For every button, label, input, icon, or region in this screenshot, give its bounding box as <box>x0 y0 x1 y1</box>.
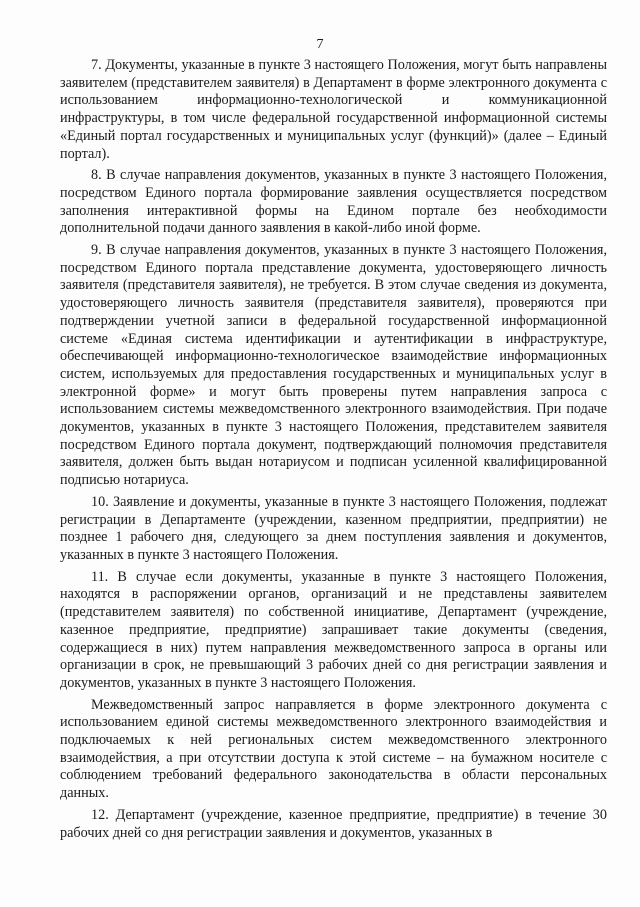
paragraph-10: 10. Заявление и документы, указанные в пункте 3 настоящего Положения, подлежат регистрации в Департаменте (учреждении, казенном предприятии, предприятии) не позднее 1 рабочего дня, следующего за днем поступления заявления и документов, указанных в пункте 3 настоящего Положения. <box>60 493 607 563</box>
paragraph-12: 12. Департамент (учреждение, казенное предприятие, предприятие) в течение 30 рабочих дней со дня регистрации заявления и документов, указанных в <box>60 806 607 841</box>
paragraph-9: 9. В случае направления документов, указанных в пункте 3 настоящего Положения, посредством Единого портала представление документа, удостоверяющего личность заявителя (представителя заявителя), не требуется. В этом случае сведения из документа, удостоверяющего личность заявителя (представителя заявителя), проверяются при подтверждении учетной записи в федеральной государственной информационной системе «Единая система идентификации и аутентификации в инфраструктуре, обеспечивающей информационно-технологическое взаимодействие информационных систем, используемых для предоставления государственных и муниципальных услуг в электронной форме» и могут быть проверены путем направления запроса с использованием системы межведомственного электронного взаимодействия. При подаче документов, указанных в пункте 3 настоящего Положения, представителем заявителя посредством Единого портала документ, подтверждающий полномочия представителя заявителя, должен быть выдан нотариусом и подписан усиленной квалифицированной подписью нотариуса. <box>60 242 607 489</box>
paragraph-8: 8. В случае направления документов, указанных в пункте 3 настоящего Положения, посредством Единого портала формирование заявления осуществляется посредством заполнения интерактивной формы на Едином портале без необходимости дополнительной подачи данного заявления в какой-либо иной форме. <box>60 167 607 237</box>
paragraph-7: 7. Документы, указанные в пункте 3 настоящего Положения, могут быть направлены заявителем (представителем заявителя) в Департамент в форме электронного документа с использованием информационно-технологической и коммуникационной инфраструктуры, в том числе федеральной государственной информационной системы «Единый портал государственных и муниципальных услуг (функций)» (далее – Единый портал). <box>60 57 607 162</box>
document-body <box>60 57 607 846</box>
page-number: 7 <box>316 37 324 52</box>
paragraph-interagency-request: Межведомственный запрос направляется в форме электронного документа с использованием единой системы межведомственного электронного взаимодействия и подключаемых к ней региональных систем межведомственного электронного взаимодействия, а при отсутствии доступа к этой системе – на бумажном носителе с соблюдением требований федерального законодательства в области персональных данных. <box>60 696 607 802</box>
paragraph-11: 11. В случае если документы, указанные в пункте 3 настоящего Положения, находятся в распоряжении органов, организаций и не представлены заявителем (представителем заявителя) по собственной инициативе, Департамент (учреждение, казенное предприятие, предприятие) запрашивает такие документы (сведения, содержащиеся в них) путем направления межведомственного запроса в органы или организации в срок, не превышающий 3 рабочих дней со дня регистрации заявления и документов, указанных в пункте 3 настоящего Положения. <box>60 568 607 691</box>
